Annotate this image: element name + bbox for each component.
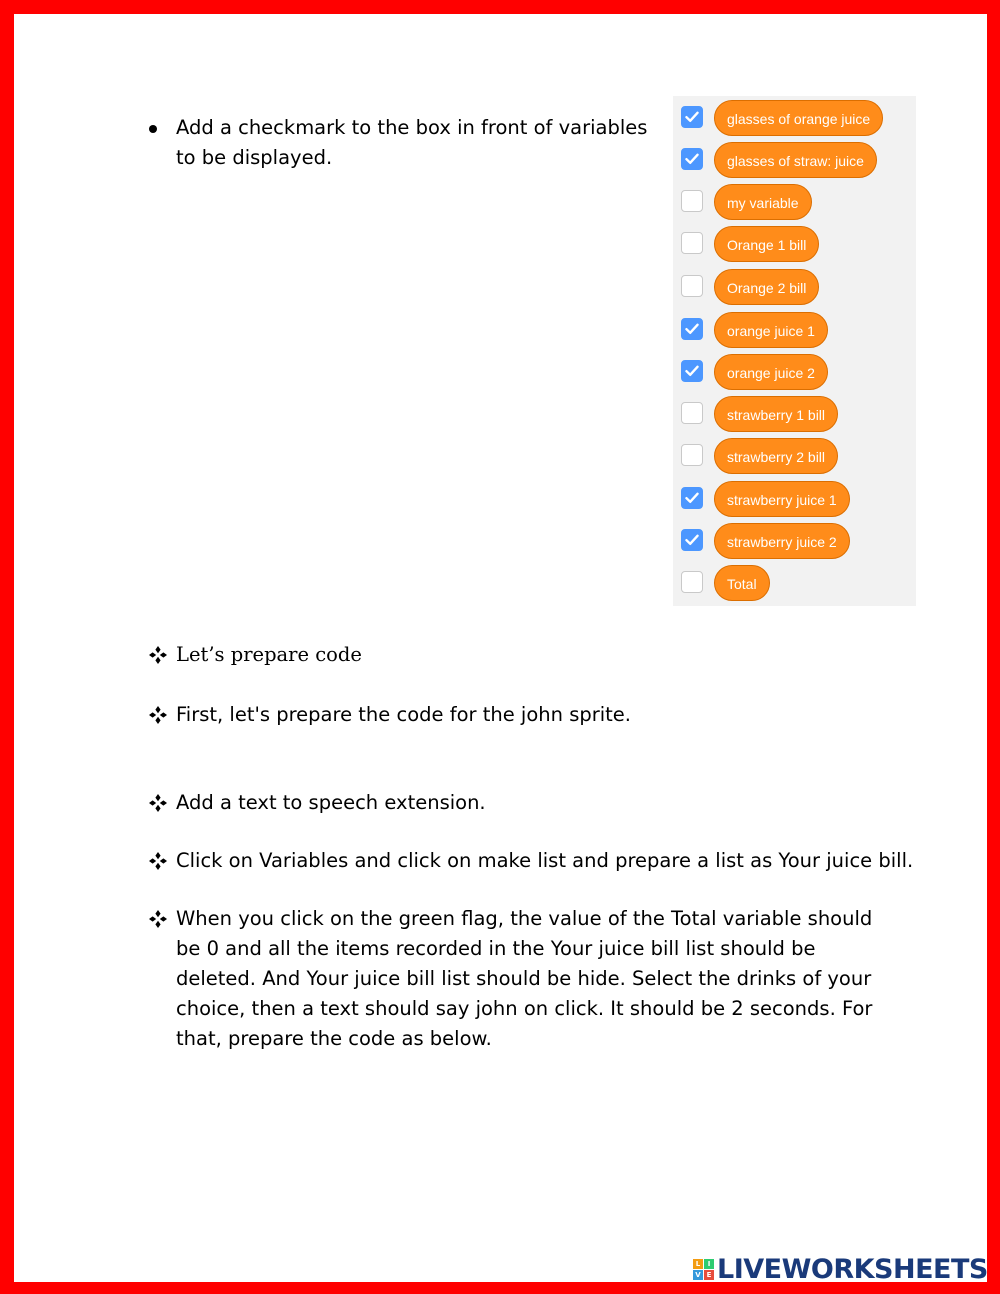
variable-checkbox[interactable]: [681, 487, 703, 509]
diamond-bullet-icon: [148, 793, 168, 813]
variable-checkbox[interactable]: [681, 318, 703, 340]
variable-row: [673, 100, 916, 136]
variable-checkbox[interactable]: [681, 402, 703, 424]
variable-block[interactable]: orange juice 2: [714, 354, 828, 390]
bullet-dot: [149, 125, 157, 133]
variable-checkbox[interactable]: [681, 232, 703, 254]
checkmark-icon: [685, 492, 699, 504]
instruction-text: Click on Variables and click on make list and prepare a list as Your juice bill.: [176, 849, 914, 872]
logo-mark-icon: L I V E: [693, 1259, 715, 1281]
variable-block[interactable]: orange juice 1: [714, 312, 828, 348]
variable-row: [673, 269, 916, 305]
checkmark-icon: [685, 365, 699, 377]
variable-checkbox[interactable]: [681, 360, 703, 382]
variable-checkbox[interactable]: [681, 529, 703, 551]
variable-checkbox[interactable]: [681, 275, 703, 297]
variable-row: [673, 184, 916, 220]
variables-panel: [673, 96, 916, 606]
variable-row: [673, 142, 916, 178]
variable-checkbox[interactable]: [681, 106, 703, 128]
variable-checkbox[interactable]: [681, 444, 703, 466]
variable-row: [673, 226, 916, 262]
checkmark-icon: [685, 323, 699, 335]
diamond-bullet-icon: [148, 909, 168, 929]
liveworksheets-logo: [693, 1254, 993, 1286]
variable-block[interactable]: Orange 1 bill: [714, 226, 819, 262]
intro-instruction: Add a checkmark to the box in front of variables to be displayed.: [176, 116, 648, 169]
variable-block[interactable]: strawberry 2 bill: [714, 438, 838, 474]
checkmark-icon: [685, 534, 699, 546]
logo-text: LIVEWORKSHEETS: [717, 1254, 988, 1285]
variable-row: [673, 312, 916, 348]
variable-checkbox[interactable]: [681, 148, 703, 170]
variable-block[interactable]: glasses of orange juice: [714, 100, 883, 136]
diamond-bullet-icon: [148, 851, 168, 871]
variable-checkbox[interactable]: [681, 190, 703, 212]
checkmark-icon: [685, 153, 699, 165]
variable-row: [673, 354, 916, 390]
instruction-text: Let’s prepare code: [176, 643, 362, 666]
variable-checkbox[interactable]: [681, 571, 703, 593]
variable-row: [673, 523, 916, 559]
variable-block[interactable]: strawberry juice 1: [714, 481, 850, 517]
checkmark-icon: [685, 111, 699, 123]
instruction-text: When you click on the green flag, the value of the Total variable should be 0 and all the items recorded in the Your juice bill list should be deleted. And Your juice bill list should be hide. Select the drinks of your choice, then a text should say john on click. It should be 2 seconds. For that, prepare the code as below.: [176, 907, 873, 1050]
variable-block[interactable]: Total: [714, 565, 770, 601]
variable-block[interactable]: strawberry juice 2: [714, 523, 850, 559]
variable-row: [673, 565, 916, 601]
variable-block[interactable]: glasses of straw: juice: [714, 142, 877, 178]
variable-row: [673, 438, 916, 474]
variable-row: [673, 481, 916, 517]
diamond-bullet-icon: [148, 645, 168, 665]
variable-block[interactable]: my variable: [714, 184, 812, 220]
variable-row: [673, 396, 916, 432]
diamond-bullet-icon: [148, 705, 168, 725]
instruction-text: Add a text to speech extension.: [176, 791, 486, 814]
instruction-text: First, let's prepare the code for the john sprite.: [176, 703, 632, 726]
variable-block[interactable]: strawberry 1 bill: [714, 396, 838, 432]
variable-block[interactable]: Orange 2 bill: [714, 269, 819, 305]
